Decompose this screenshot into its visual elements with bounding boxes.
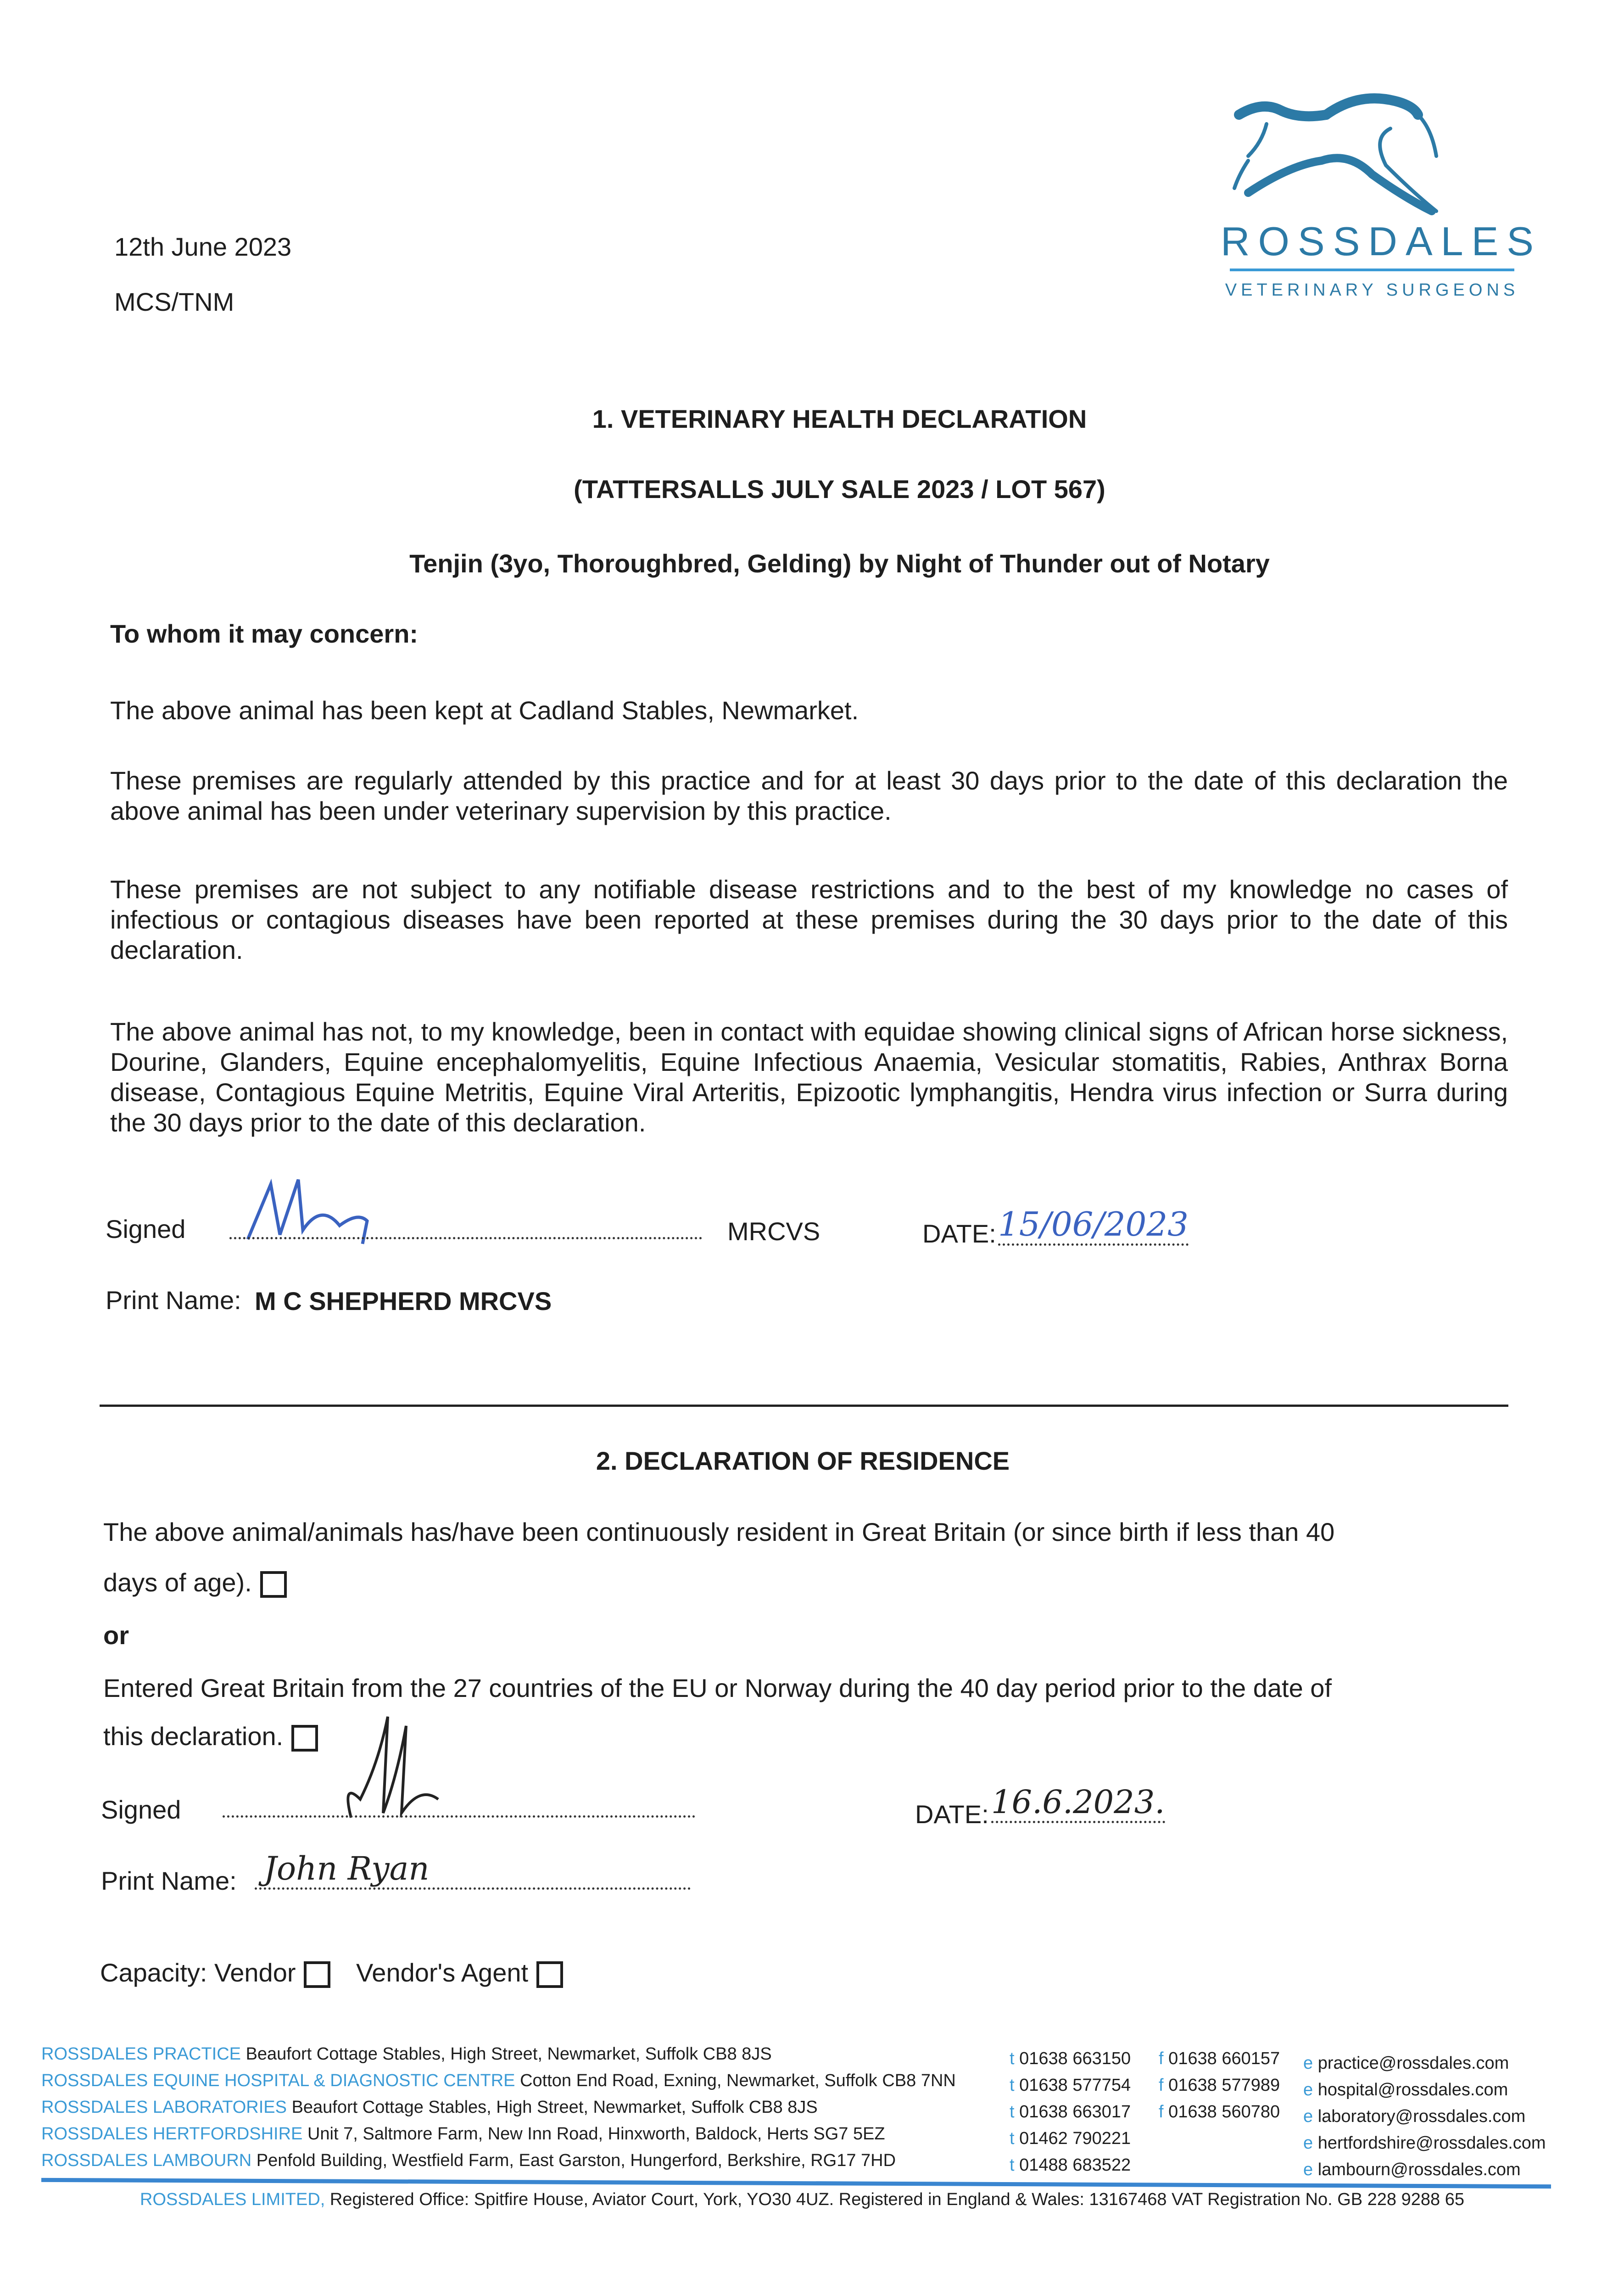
residence-option1-line2: [103, 1567, 287, 1598]
or-label: or: [103, 1621, 129, 1650]
vendor-agent-label: Vendor's Agent: [356, 1958, 529, 1987]
date-value-2[interactable]: 16.6.2023.: [991, 1783, 1165, 1823]
signed-label-2: Signed: [101, 1795, 181, 1824]
tel-prefix: t: [1010, 2076, 1015, 2095]
company-details: Registered Office: Spitfire House, Aviator Court, York, YO30 4UZ. Registered in England & Wales: 13167468 VAT Registration No. GB 228 9288 65: [329, 2190, 1464, 2209]
section1-title: 1. VETERINARY HEALTH DECLARATION: [592, 404, 1087, 433]
animal-description: Tenjin (3yo, Thoroughbred, Gelding) by Night of Thunder out of Notary: [409, 549, 1270, 578]
signed-label-1: Signed: [106, 1215, 186, 1243]
office-practice: [41, 2045, 772, 2063]
signature-field-2[interactable]: [223, 1707, 695, 1827]
salutation: To whom it may concern:: [110, 619, 419, 648]
rossdales-logo: [1221, 83, 1542, 303]
email-prefix: e: [1303, 2160, 1313, 2179]
office-address: Beaufort Cottage Stables, High Street, Newmarket, Suffolk CB8 8JS: [246, 2044, 772, 2064]
office-email[interactable]: hospital@rossdales.com: [1317, 2080, 1508, 2099]
fax-prefix: f: [1159, 2102, 1164, 2121]
print-name-label-1: Print Name:: [106, 1286, 241, 1315]
office-name: ROSSDALES LABORATORIES: [41, 2098, 287, 2117]
capacity-row: [100, 1958, 563, 1988]
office-name: ROSSDALES HERTFORDSHIRE: [41, 2124, 303, 2144]
office-name: ROSSDALES EQUINE HOSPITAL & DIAGNOSTIC CENTRE: [41, 2071, 515, 2090]
residence-option1-text: The above animal/animals has/have been continuously resident in Great Britain (or since birth if less than 40: [103, 1517, 1335, 1546]
paragraph-supervision: These premises are regularly attended by this practice and for at least 30 days prior to the date of this declaration the above animal has been under veterinary supervision by this practice.: [110, 766, 1508, 825]
capacity-vendor-label: Capacity: Vendor: [100, 1958, 296, 1987]
date-label-2: DATE:: [915, 1800, 989, 1829]
vendor-signature-icon: [223, 1707, 695, 1827]
company-name: ROSSDALES LIMITED,: [140, 2190, 325, 2209]
logo-tagline: VETERINARY SURGEONS: [1225, 280, 1519, 300]
fax-prefix: f: [1159, 2076, 1164, 2095]
email-prefix: e: [1303, 2133, 1313, 2153]
tel-prefix: t: [1010, 2129, 1015, 2148]
office-tel: 01462 790221: [1019, 2129, 1131, 2148]
vendor-checkbox[interactable]: [304, 1961, 330, 1988]
date-label-1: DATE:: [922, 1219, 996, 1248]
residence-option2-text: Entered Great Britain from the 27 countries of the EU or Norway during the 40 day period prior to the date of: [103, 1674, 1332, 1702]
horse-logo-icon: [1221, 83, 1524, 220]
office-fax: 01638 660157: [1168, 2049, 1280, 2068]
office-email[interactable]: practice@rossdales.com: [1317, 2054, 1509, 2073]
office-tel: 01638 663017: [1019, 2102, 1131, 2121]
fax-prefix: f: [1159, 2049, 1164, 2068]
signature-field-1[interactable]: [229, 1166, 702, 1248]
print-name-value-1: M C SHEPHERD MRCVS: [255, 1287, 552, 1315]
office-email[interactable]: lambourn@rossdales.com: [1317, 2160, 1521, 2179]
logo-rule: [1230, 269, 1514, 271]
company-registration: [140, 2190, 1464, 2209]
office-address: Cotton End Road, Exning, Newmarket, Suffolk CB8 7NN: [520, 2071, 956, 2090]
office-fax: 01638 560780: [1168, 2102, 1280, 2121]
footer-rule: [41, 2178, 1551, 2189]
paragraph-disease-restrictions: These premises are not subject to any notifiable disease restrictions and to the best of my knowledge no cases of infectious or contagious diseases have been reported at these premises during the 30 days prior to the date of this declaration.: [110, 875, 1508, 964]
section2-title: 2. DECLARATION OF RESIDENCE: [596, 1446, 1010, 1475]
office-fax: 01638 577989: [1168, 2076, 1280, 2095]
tel-prefix: t: [1010, 2155, 1015, 2175]
office-name: ROSSDALES LAMBOURN: [41, 2151, 252, 2170]
print-name-value-2[interactable]: John Ryan: [255, 1850, 691, 1890]
office-address: Beaufort Cottage Stables, High Street, Newmarket, Suffolk CB8 8JS: [291, 2098, 818, 2117]
email-prefix: e: [1303, 2107, 1313, 2126]
mrcvs-suffix: MRCVS: [727, 1217, 820, 1246]
email-prefix: e: [1303, 2054, 1313, 2073]
date-value-1[interactable]: 15/06/2023: [998, 1205, 1189, 1246]
section-divider: [100, 1405, 1508, 1407]
tel-prefix: t: [1010, 2049, 1015, 2068]
office-tel: 01638 663150: [1019, 2049, 1131, 2068]
vendor-agent-checkbox[interactable]: [536, 1961, 563, 1988]
office-email[interactable]: hertfordshire@rossdales.com: [1317, 2133, 1546, 2153]
office-tel: 01638 577754: [1019, 2076, 1131, 2095]
office-address: Unit 7, Saltmore Farm, New Inn Road, Hinxworth, Baldock, Herts SG7 5EZ: [307, 2124, 885, 2144]
office-name: ROSSDALES PRACTICE: [41, 2044, 241, 2064]
office-email[interactable]: laboratory@rossdales.com: [1317, 2107, 1526, 2126]
letter-date: 12th June 2023: [114, 232, 292, 261]
tel-prefix: t: [1010, 2102, 1015, 2121]
print-name-label-2: Print Name:: [101, 1866, 237, 1895]
office-address: Penfold Building, Westfield Farm, East Garston, Hungerford, Berkshire, RG17 7HD: [256, 2151, 896, 2170]
signature-line-2: [223, 1815, 695, 1818]
paragraph-location: The above animal has been kept at Cadland Stables, Newmarket.: [110, 696, 859, 725]
office-hertfordshire: [41, 2125, 885, 2143]
office-laboratories: [41, 2098, 818, 2116]
signature-line-1: [229, 1237, 702, 1239]
reference: MCS/TNM: [114, 287, 234, 316]
residence-option2-text-end: this declaration.: [103, 1722, 284, 1751]
email-prefix: e: [1303, 2080, 1313, 2099]
paragraph-contact: The above animal has not, to my knowledge, been in contact with equidae showing clinical signs of African horse sickness, Dourine, Glanders, Equine encephalomyelitis, Equine Infectious Anaemia, Vesicular stomatitis, Rabies, Anthrax Borna disease, Contagious Equine Metritis, Equine Viral Arteritis, Epizootic lymphangitis, Hendra virus infection or Surra during the 30 days prior to the date of this declaration.: [110, 1017, 1508, 1137]
office-hospital: [41, 2071, 956, 2090]
office-tel: 01488 683522: [1019, 2155, 1131, 2175]
logo-name: ROSSDALES: [1221, 218, 1542, 264]
residence-option1-text-end: days of age).: [103, 1568, 252, 1597]
vet-signature-icon: [229, 1166, 702, 1248]
office-lambourn: [41, 2151, 896, 2170]
section1-subtitle: (TATTERSALLS JULY SALE 2023 / LOT 567): [574, 475, 1105, 504]
residence-option1-checkbox[interactable]: [260, 1571, 287, 1598]
